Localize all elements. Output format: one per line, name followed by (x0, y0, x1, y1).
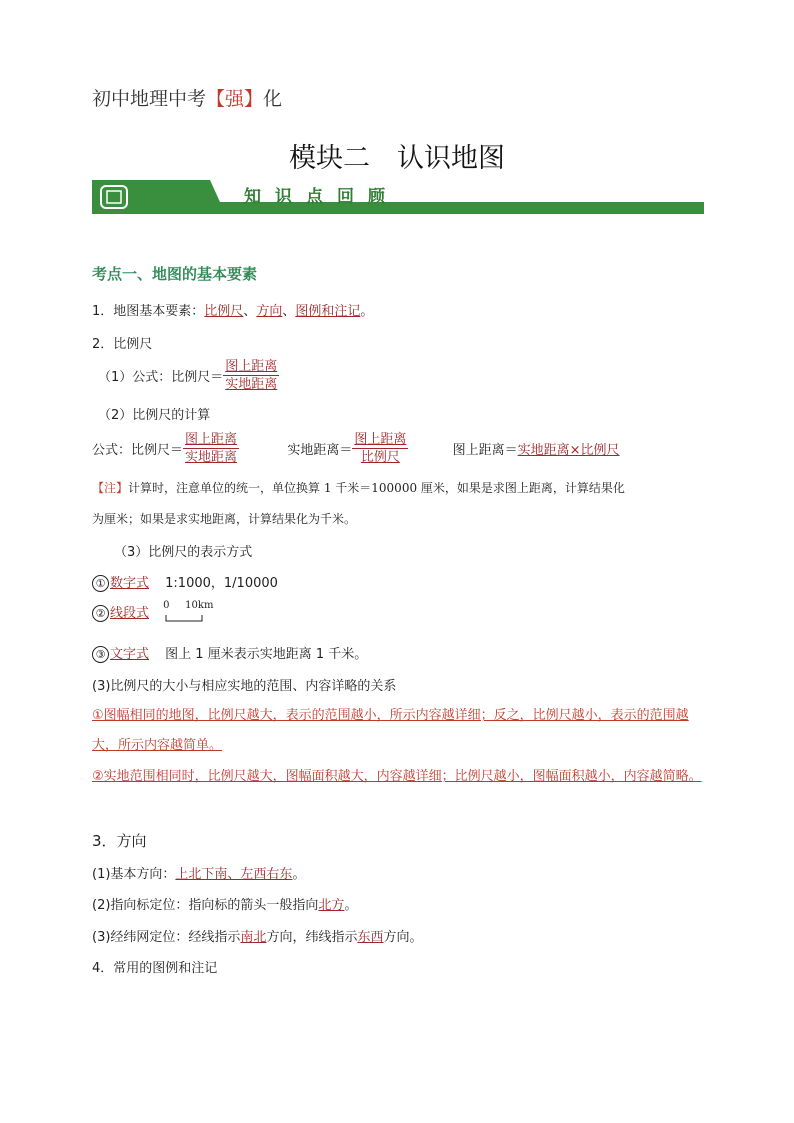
relation-heading: (3)比例尺的大小与相应实地的范围、内容详略的关系 (92, 679, 397, 694)
calc-row (92, 431, 620, 466)
direction-2-prefix: (2)指向标定位：指向标的箭头一般指向 (92, 898, 319, 913)
note-line-1 (92, 479, 625, 496)
answer-direction: 方向 (256, 304, 283, 319)
page-title: 模块二 认识地图 (289, 143, 505, 174)
note-text: 计算时，注意单位的统一，单位换算 1 千米＝100000 厘米，如果是求图上距离，计算结果化 (128, 481, 625, 495)
answer-legend: 图例和注记 (295, 304, 361, 319)
direction-3-end: 方向。 (383, 930, 423, 945)
relation-paragraph-2: ②实地范围相同时，比例尺越大，图幅面积越大，内容越详细；比例尺越小，图幅面积越小，内容越简略。 (92, 769, 702, 784)
form-name: 线段式 (110, 606, 150, 621)
form-example: 图上 1 厘米表示实地距离 1 千米。 (165, 647, 368, 662)
fraction-numerator: 图上距离 (225, 359, 278, 374)
answer-basic-direction: 上北下南、左西右东 (175, 867, 293, 882)
item-1 (92, 300, 373, 319)
section-heading: 考点一、地图的基本要素 (92, 265, 258, 283)
fraction-denominator: 实地距离 (225, 377, 278, 392)
direction-3-middle: 方向，纬线指示 (266, 930, 358, 945)
separator: 、 (282, 304, 296, 319)
form-example: 1:1000，1/10000 (165, 576, 278, 591)
direction-2 (92, 894, 357, 913)
form-text (92, 643, 367, 663)
section-banner (92, 180, 704, 216)
fraction-numerator: 图上距离 (354, 432, 407, 447)
answer-north-south: 南北 (240, 930, 267, 945)
punctuation: 。 (360, 304, 374, 319)
formula-row (98, 358, 279, 393)
item-3: 3．方向 (92, 832, 147, 850)
answer-map-distance: 实地距离×比例尺 (517, 443, 620, 458)
fraction (223, 358, 279, 393)
calc-real-label: 实地距离＝ (287, 443, 353, 458)
calc-formula-label: 公式：比例尺＝ (92, 443, 184, 458)
form-name: 文字式 (110, 647, 150, 662)
fraction-numerator: 图上距离 (185, 432, 238, 447)
header-text: 初中地理中考 (92, 88, 207, 110)
calc-map-label: 图上距离＝ (452, 443, 518, 458)
relation-paragraph-1: ①图幅相同的地图，比例尺越大，表示的范围越小，所示内容越详细；反之，比例尺越小，表示的范围越大，所示内容越简单。 (92, 708, 689, 753)
circle-number: ① (92, 575, 109, 592)
banner-label: 知识点回顾 (244, 187, 399, 207)
line-scale-icon (163, 599, 223, 624)
answer-scale: 比例尺 (204, 304, 244, 319)
direction-3-prefix: (3)经纬网定位：经线指示 (92, 930, 241, 945)
scale-km: 10km (185, 599, 214, 611)
item-4: 4．常用的图例和注记 (92, 961, 218, 976)
answer-east-west: 东西 (357, 930, 384, 945)
header-suffix: 化 (263, 88, 283, 110)
fraction-denominator: 实地距离 (185, 450, 238, 465)
answer-north: 北方 (318, 898, 345, 913)
scale-zero: 0 (163, 599, 170, 611)
circle-number: ② (92, 605, 109, 622)
form-name: 数字式 (110, 576, 150, 591)
note-line-2: 为厘米；如果是求实地距离，计算结果化为千米。 (92, 512, 357, 526)
document-header (92, 84, 282, 111)
direction-1 (92, 863, 305, 882)
direction-3 (92, 926, 422, 945)
form-line (92, 599, 223, 624)
forms-heading: （3）比例尺的表示方式 (114, 545, 253, 560)
form-numeric (92, 572, 278, 592)
punctuation: 。 (344, 898, 358, 913)
direction-1-prefix: (1)基本方向： (92, 867, 176, 882)
circle-number: ③ (92, 646, 109, 663)
fraction (183, 431, 239, 466)
fraction-denominator: 比例尺 (360, 450, 400, 465)
separator: 、 (243, 304, 257, 319)
formula-label: （1）公式：比例尺＝ (98, 370, 224, 385)
item-2: 2．比例尺 (92, 337, 153, 352)
punctuation: 。 (292, 867, 306, 882)
calc-heading: （2）比例尺的计算 (98, 408, 211, 423)
item-1-prefix: 1．地图基本要素： (92, 304, 205, 319)
note-tag: 【注】 (92, 481, 129, 495)
fraction (352, 431, 408, 466)
header-bracket: 【强】 (206, 88, 264, 110)
